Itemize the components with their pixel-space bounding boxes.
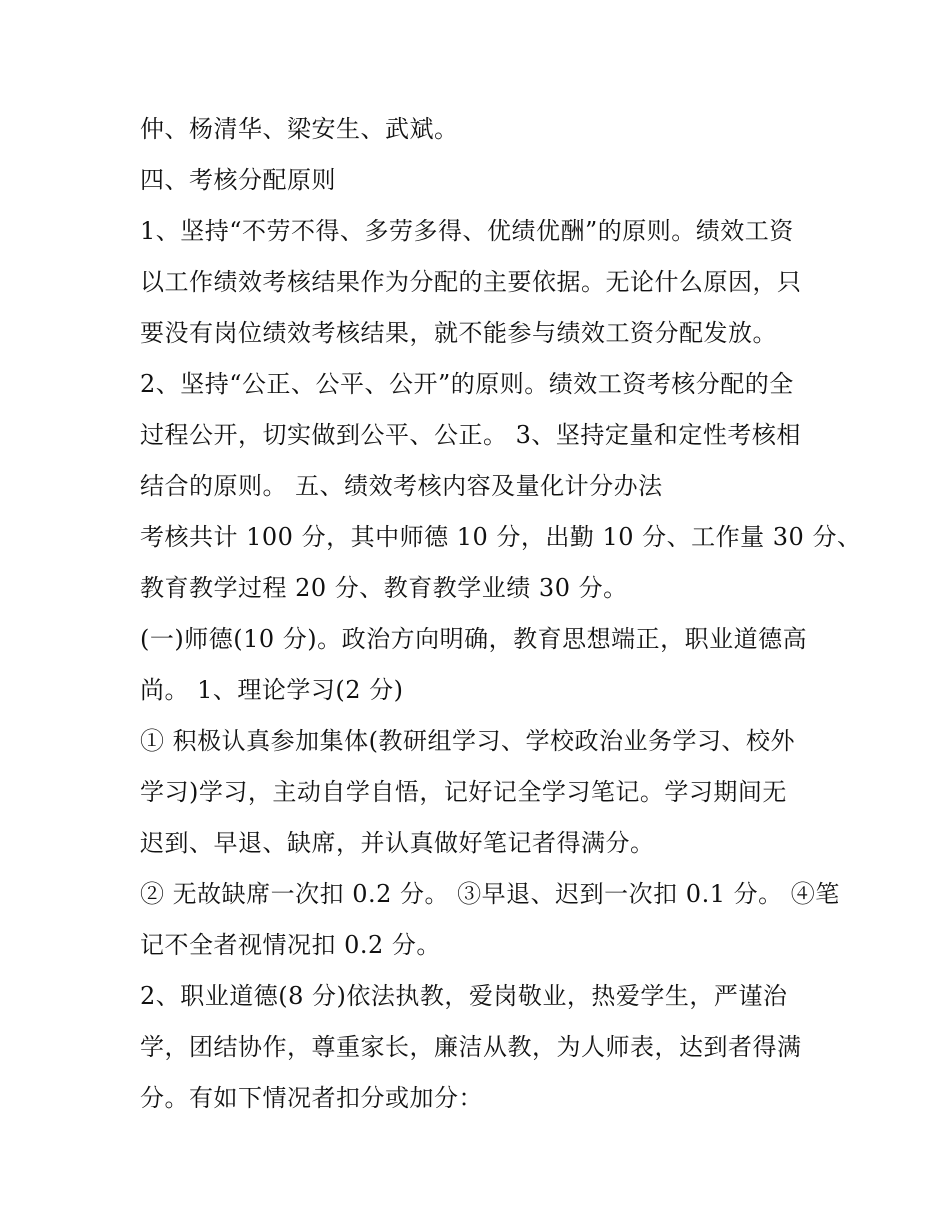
text-line: 1、坚持“不劳不得、多劳多得、优绩优酬”的原则。绩效工资 bbox=[140, 217, 794, 245]
text-line: 教育教学过程 20 分、教育教学业绩 30 分。 bbox=[140, 574, 628, 602]
text-line: 要没有岗位绩效考核结果，就不能参与绩效工资分配发放。 bbox=[140, 319, 777, 347]
section-heading: 四、考核分配原则 bbox=[140, 166, 336, 194]
document-body bbox=[140, 104, 862, 1124]
text-line: 过程公开，切实做到公平、公正。 3、坚持定量和定性考核相 bbox=[140, 421, 801, 449]
text-line: ② 无故缺席一次扣 0.2 分。 ③早退、迟到一次扣 0.1 分。 ④笔 bbox=[140, 880, 840, 908]
text-line: 迟到、早退、缺席，并认真做好笔记者得满分。 bbox=[140, 829, 655, 857]
text-line: 以工作绩效考核结果作为分配的主要依据。无论什么原因，只 bbox=[140, 268, 802, 296]
text-line: 分。有如下情况者扣分或加分： bbox=[140, 1084, 483, 1112]
text-line: 结合的原则。 五、绩效考核内容及量化计分办法 bbox=[140, 472, 663, 500]
text-line: ① 积极认真参加集体(教研组学习、学校政治业务学习、校外 bbox=[140, 727, 795, 755]
text-line: 仲、杨清华、梁安生、武斌。 bbox=[140, 115, 459, 143]
text-line: 考核共计 100 分，其中师德 10 分，出勤 10 分、工作量 30 分、 bbox=[140, 523, 862, 551]
text-line: 尚。 1、理论学习(2 分) bbox=[140, 676, 404, 704]
text-line: 2、职业道德(8 分)依法执教，爱岗敬业，热爱学生，严谨治 bbox=[140, 982, 788, 1010]
text-line: 学习)学习，主动自学自悟，记好记全学习笔记。学习期间无 bbox=[140, 778, 787, 806]
text-line: 学，团结协作，尊重家长，廉洁从教，为人师表，达到者得满 bbox=[140, 1033, 802, 1061]
text-line: 记不全者视情况扣 0.2 分。 bbox=[140, 931, 441, 959]
text-line: 2、坚持“公正、公平、公开”的原则。绩效工资考核分配的全 bbox=[140, 370, 794, 398]
text-line: (一)师德(10 分)。政治方向明确，教育思想端正，职业道德高 bbox=[140, 625, 808, 653]
